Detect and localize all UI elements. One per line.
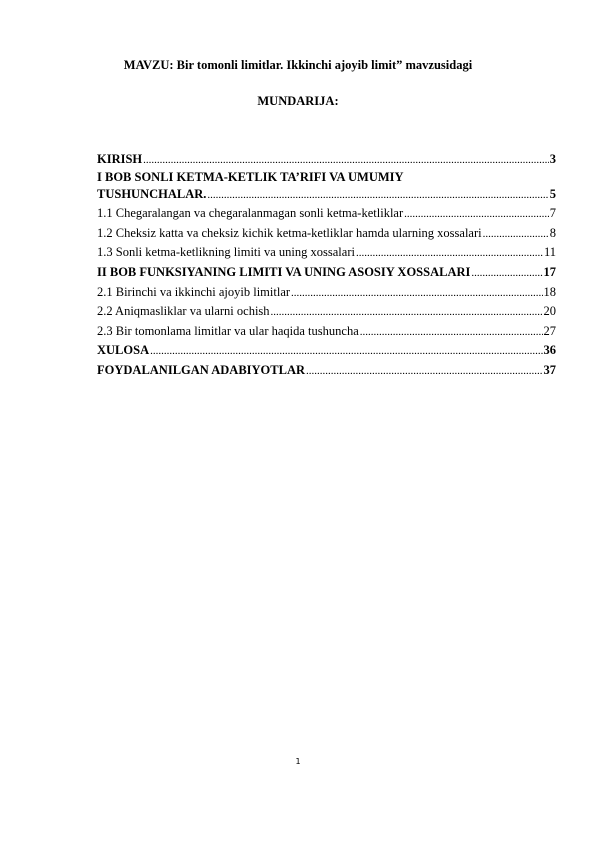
dot-leader [356, 244, 543, 263]
toc-label: 2.2 Aniqmasliklar va ularni ochish [97, 304, 270, 319]
toc-label: 2.1 Birinchi va ikkinchi ajoyib limitlar [97, 284, 291, 299]
toc-page: 18 [543, 284, 556, 299]
dot-leader [306, 362, 542, 381]
toc-label: 2.3 Bir tomonlama limitlar va ular haqida tushuncha [97, 323, 359, 338]
toc-label: KIRISH [97, 152, 143, 166]
toc-entry-adabiyotlar[interactable] [97, 361, 556, 381]
toc-entry-1-3[interactable] [97, 243, 556, 263]
toc-entry-2-3[interactable] [97, 322, 556, 342]
dot-leader [360, 323, 543, 342]
toc-label-line-1: I BOB SONLI KETMA-KETLIK TA’RIFI VA UMUMIY [97, 169, 404, 184]
toc-page: 8 [549, 225, 556, 240]
toc-label: 1.3 Sonli ketma-ketlikning limiti va uning xossalari [97, 245, 355, 260]
toc-page: 17 [543, 264, 556, 279]
toc-page: 7 [549, 206, 556, 221]
toc-label: FOYDALANILGAN ADABIYOTLAR [97, 362, 306, 377]
toc-entry-bob-2[interactable] [97, 263, 556, 283]
toc-entry-1-2[interactable] [97, 224, 556, 244]
toc-entry-bob-1-last-line [97, 185, 556, 205]
toc-label: 1.2 Cheksiz katta va cheksiz kichik ketma-ketliklar hamda ularning xossalari [97, 225, 482, 240]
toc-page: 5 [549, 186, 556, 201]
toc-entry-xulosa[interactable] [97, 341, 556, 361]
toc-label: 1.1 Chegaralangan va chegaralanmagan sonli ketma-ketliklar [97, 206, 404, 221]
toc-entry-1-1[interactable] [97, 204, 556, 224]
toc-entry-kirish[interactable] [97, 150, 556, 170]
toc-entry-2-1[interactable] [97, 283, 556, 303]
dot-leader [471, 264, 542, 283]
dot-leader [483, 225, 549, 244]
table-of-contents [97, 150, 556, 381]
dot-leader [150, 342, 542, 361]
document-title: MAVZU: Bir tomonli limitlar. Ikkinchi ajoyib limit” mavzusidagi [123, 58, 473, 72]
contents-heading: MUNDARIJA: [257, 94, 339, 108]
dot-leader [404, 205, 549, 224]
toc-page: 37 [543, 362, 556, 377]
toc-label: XULOSA [97, 343, 150, 358]
toc-page: 27 [543, 323, 556, 338]
dot-leader [207, 186, 548, 205]
toc-page: 3 [549, 152, 556, 166]
dot-leader [271, 303, 543, 322]
toc-page: 20 [543, 304, 556, 319]
dot-leader [143, 151, 549, 170]
toc-label-line-2: TUSHUNCHALAR. [97, 186, 207, 201]
toc-entry-2-2[interactable] [97, 302, 556, 322]
page-number: 1 [295, 757, 301, 766]
toc-page: 11 [543, 245, 556, 260]
toc-page: 36 [543, 343, 556, 358]
toc-entry-bob-1[interactable] [97, 170, 556, 205]
dot-leader [291, 284, 542, 303]
toc-label: II BOB FUNKSIYANING LIMITI VA UNING ASOSIY XOSSALARI [97, 264, 471, 279]
